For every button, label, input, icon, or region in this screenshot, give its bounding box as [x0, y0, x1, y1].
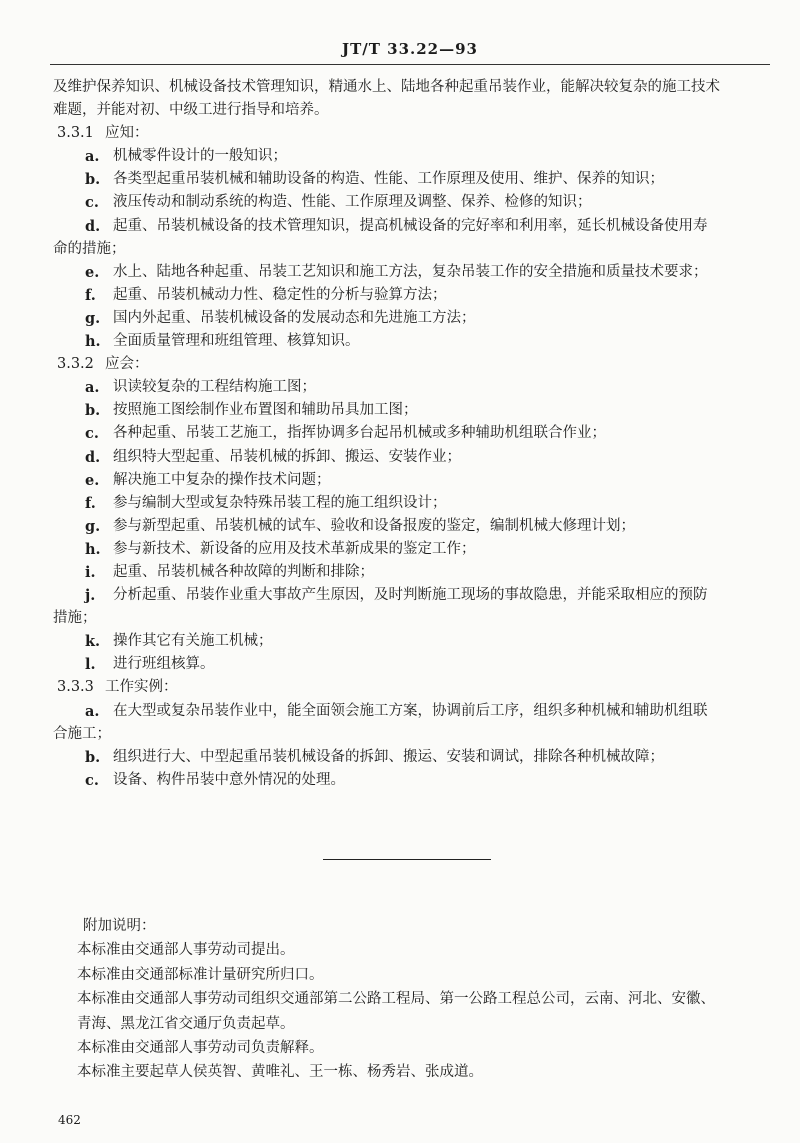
item-label: a. — [85, 379, 100, 397]
section-number: 3.3.3 — [57, 679, 94, 696]
list-item — [53, 215, 771, 238]
item-text: 在大型或复杂吊装作业中，能全面领会施工方案，协调前后工序，组织多种机械和辅助机组联 — [113, 702, 708, 719]
list-item — [53, 145, 771, 168]
notes-paragraph: 本标准由交通部标准计量研究所归口。 — [77, 966, 324, 983]
item-label: g. — [85, 309, 101, 327]
item-text: 水上、陆地各种起重、吊装工艺知识和施工方法，复杂吊装工作的安全措施和质量技术要求； — [113, 263, 708, 280]
item-continuation: 合施工； — [53, 725, 111, 742]
item-text: 分析起重、吊装作业重大事故产生原因，及时判断施工现场的事故隐患，并能采取相应的预防 — [113, 587, 708, 604]
item-label: a. — [85, 702, 100, 720]
item-label: e. — [85, 263, 100, 281]
notes-title: 附加说明： — [83, 918, 156, 934]
section-title: 工作实例： — [105, 679, 178, 696]
item-text: 起重、吊装机械各种故障的判断和排除； — [113, 563, 374, 580]
item-text: 参与编制大型或复杂特殊吊装工程的施工组织设计； — [113, 494, 447, 511]
item-label: j. — [85, 587, 96, 605]
intro-line-1: 及维护保养知识、机械设备技术管理知识，精通水上、陆地各种起重吊装作业，能解决较复杂的施工技术 — [53, 79, 720, 95]
list-item — [53, 469, 771, 492]
item-text: 按照施工图绘制作业布置图和辅助吊具加工图； — [113, 402, 418, 419]
list-item — [53, 330, 771, 353]
list-item — [53, 399, 771, 422]
item-label: b. — [85, 171, 101, 189]
list-item — [53, 446, 771, 469]
list-item — [53, 191, 771, 214]
notes-paragraph: 本标准由交通部人事劳动司组织交通部第二公路工程局、第一公路工程总公司，云南、河北、安徽、 — [77, 991, 715, 1008]
list-item — [53, 700, 771, 723]
item-label: c. — [85, 425, 99, 443]
item-text: 起重、吊装机械设备的技术管理知识，提高机械设备的完好率和利用率，延长机械设备使用寿 — [113, 217, 708, 234]
item-continuation: 命的措施； — [53, 240, 126, 257]
item-text: 操作其它有关施工机械； — [113, 633, 273, 650]
item-label: b. — [85, 402, 101, 420]
item-label: k. — [85, 633, 101, 651]
section-number: 3.3.2 — [57, 356, 94, 373]
section-heading — [53, 676, 771, 699]
item-text: 进行班组核算。 — [113, 656, 215, 673]
additional-notes — [53, 914, 771, 1085]
running-header — [50, 38, 770, 65]
item-label: f. — [85, 494, 96, 512]
item-text: 设备、构件吊装中意外情况的处理。 — [113, 771, 345, 788]
list-item — [53, 307, 771, 330]
standard-code: JT/T 33.22—93 — [342, 40, 478, 58]
item-label: f. — [85, 286, 96, 304]
item-text: 各种起重、吊装工艺施工，指挥协调多台起吊机械或多种辅助机组联合作业； — [113, 425, 606, 442]
list-item — [53, 653, 771, 676]
list-item — [53, 538, 771, 561]
list-item — [53, 261, 771, 284]
item-text: 各类型起重吊装机械和辅助设备的构造、性能、工作原理及使用、维护、保养的知识； — [113, 171, 664, 188]
list-item — [53, 168, 771, 191]
intro-line-2: 难题，并能对初、中级工进行指导和培养。 — [53, 102, 329, 119]
list-item — [53, 769, 771, 792]
list-item — [53, 376, 771, 399]
body-text — [53, 76, 771, 792]
notes-paragraph: 本标准由交通部人事劳动司负责解释。 — [77, 1039, 324, 1056]
list-item — [53, 492, 771, 515]
item-text: 全面质量管理和班组管理、核算知识。 — [113, 333, 360, 350]
list-item — [53, 422, 771, 445]
item-label: d. — [85, 448, 101, 466]
item-label: g. — [85, 517, 101, 535]
page-number: 462 — [58, 1113, 81, 1127]
end-divider — [323, 859, 491, 860]
notes-continuation: 青海、黑龙江省交通厅负责起草。 — [77, 1015, 295, 1032]
item-label: c. — [85, 771, 99, 789]
list-item — [53, 584, 771, 607]
item-text: 国内外起重、吊装机械设备的发展动态和先进施工方法； — [113, 309, 476, 326]
section-title: 应会： — [105, 356, 149, 373]
item-text: 解决施工中复杂的操作技术问题； — [113, 471, 331, 488]
item-label: b. — [85, 748, 101, 766]
item-label: h. — [85, 540, 101, 558]
list-item — [53, 746, 771, 769]
list-item — [53, 561, 771, 584]
item-text: 组织进行大、中型起重吊装机械设备的拆卸、搬运、安装和调试，排除各种机械故障； — [113, 748, 664, 765]
item-label: e. — [85, 471, 100, 489]
item-text: 机械零件设计的一般知识； — [113, 148, 287, 165]
item-text: 液压传动和制动系统的构造、性能、工作原理及调整、保养、检修的知识； — [113, 194, 592, 211]
item-label: d. — [85, 217, 101, 235]
item-text: 起重、吊装机械动力性、稳定性的分析与验算方法； — [113, 286, 447, 303]
item-label: i. — [85, 563, 96, 581]
section-heading — [53, 353, 771, 376]
list-item — [53, 284, 771, 307]
item-text: 组织特大型起重、吊装机械的拆卸、搬运、安装作业； — [113, 448, 461, 465]
item-label: a. — [85, 148, 100, 166]
item-text: 参与新型起重、吊装机械的试车、验收和设备报废的鉴定，编制机械大修理计划； — [113, 517, 635, 534]
item-label: h. — [85, 333, 101, 351]
notes-paragraph: 本标准由交通部人事劳动司提出。 — [77, 942, 295, 959]
section-heading — [53, 122, 771, 145]
notes-paragraph: 本标准主要起草人侯英智、黄唯礼、王一栋、杨秀岩、张成道。 — [77, 1064, 483, 1081]
section-number: 3.3.1 — [57, 125, 94, 142]
section-title: 应知： — [105, 125, 149, 142]
item-text: 参与新技术、新设备的应用及技术革新成果的鉴定工作； — [113, 540, 476, 557]
item-continuation: 措施； — [53, 610, 97, 627]
item-label: l. — [85, 656, 96, 674]
list-item — [53, 515, 771, 538]
item-label: c. — [85, 194, 99, 212]
item-text: 识读较复杂的工程结构施工图； — [113, 379, 316, 396]
list-item — [53, 630, 771, 653]
